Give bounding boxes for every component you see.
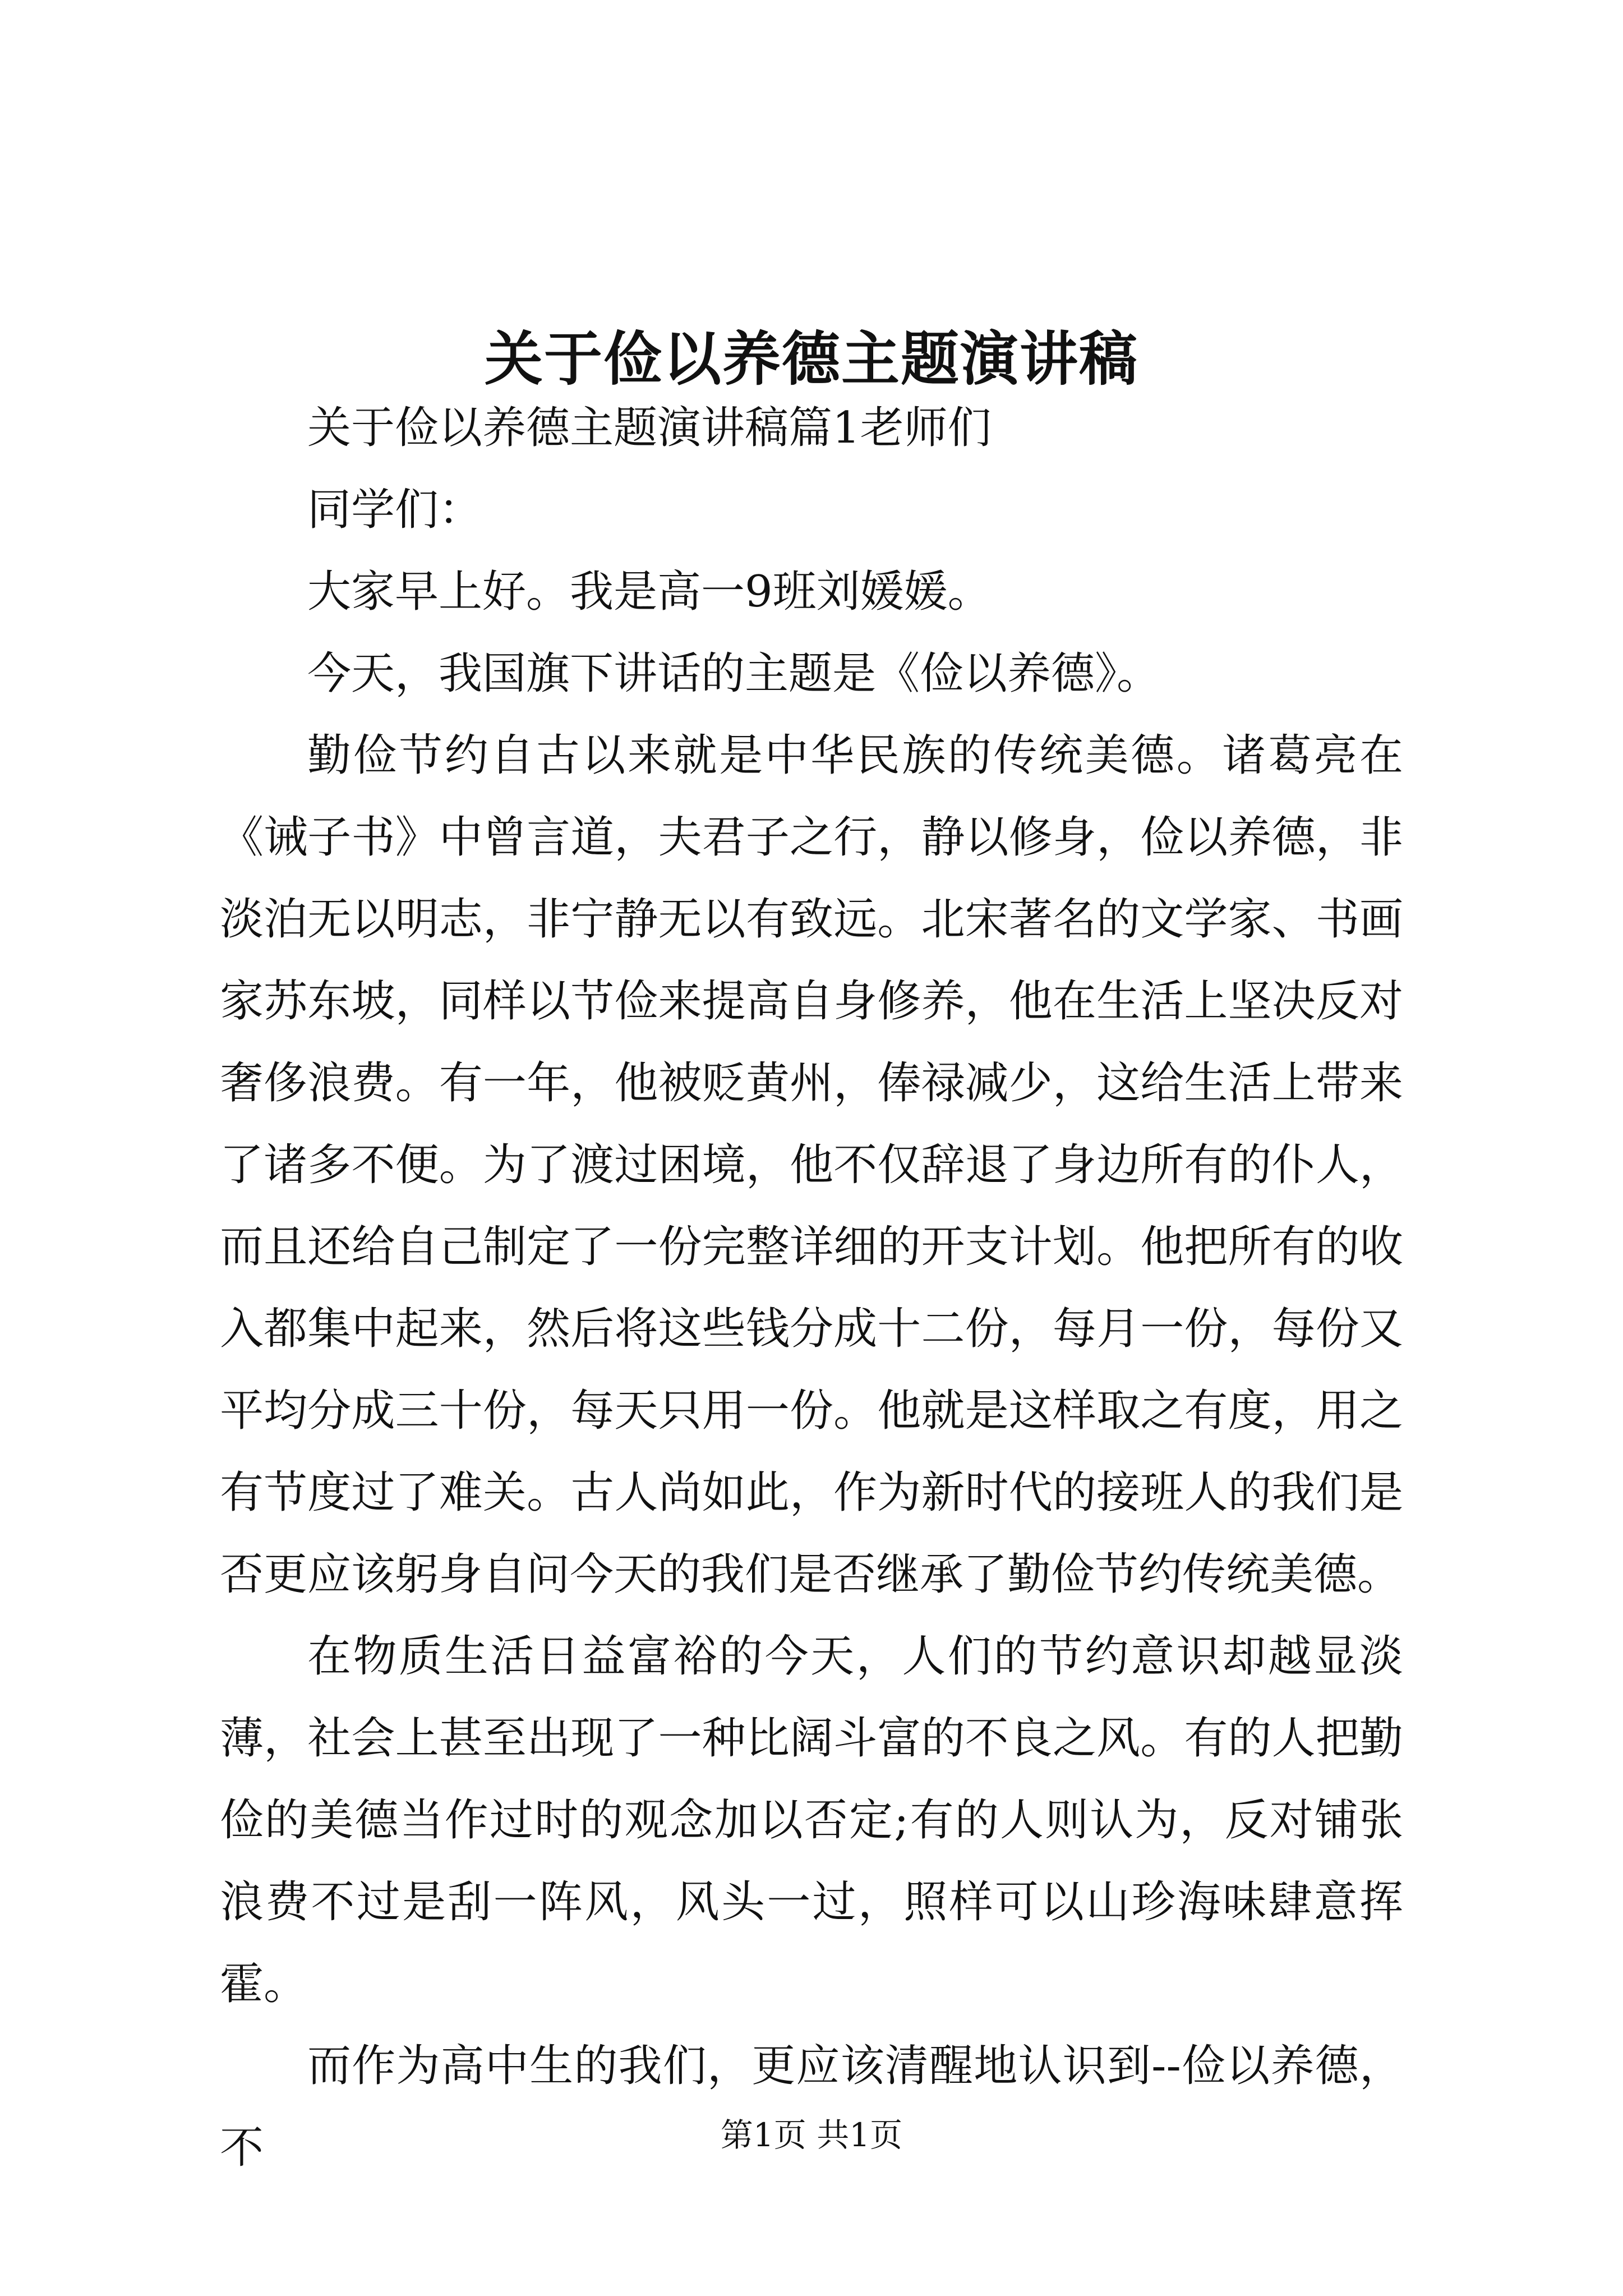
paragraph: 而作为高中生的我们，更应该清醒地认识到--俭以养德，不 bbox=[220, 2041, 1403, 2173]
paragraph: 同学们： bbox=[307, 485, 483, 535]
paragraph: 勤俭节约自古以来就是中华民族的传统美德。诸葛亮在《诫子书》中曾言道，夫君子之行，静以修身，俭以养德，非淡泊无以明志，非宁静无以有致远。北宋著名的文学家、书画家苏东坡，同样以节俭来提高自身修养，他在生活上坚决反对奢侈浪费。有一年，他被贬黄州，俸禄减少，这给生活上带来了诸多不便。为了渡过困境，他不仅辞退了身边所有的仆人，而且还给自己制定了一份完整详细的开支计划。他把所有的收入都集中起来，然后将这些钱分成十二份，每月一份，每份又平均分成三十份，每天只用一份。他就是这样取之有度，用之有节度过了难关。古人尚如此，作为新时代的接班人的我们是否更应该躬身自问今天的我们是否继承了勤俭节约传统美德。 bbox=[220, 730, 1403, 1600]
paragraph: 大家早上好。我是高一9班刘媛媛。 bbox=[307, 567, 992, 617]
page-footer: 第1页 共1页 bbox=[720, 2116, 903, 2154]
document-body bbox=[220, 387, 1403, 2189]
paragraph: 在物质生活日益富裕的今天，人们的节约意识却越显淡薄，社会上甚至出现了一种比阔斗富的不良之风。有的人把勤俭的美德当作过时的观念加以否定;有的人则认为，反对铺张浪费不过是刮一阵风，风头一过，照样可以山珍海味肆意挥霍。 bbox=[220, 1631, 1403, 2009]
paragraph: 今天，我国旗下讲话的主题是《俭以养德》。 bbox=[307, 648, 1161, 699]
document-title: 关于俭以养德主题演讲稿 bbox=[484, 324, 1138, 393]
paragraph: 关于俭以养德主题演讲稿篇1老师们 bbox=[307, 403, 992, 453]
